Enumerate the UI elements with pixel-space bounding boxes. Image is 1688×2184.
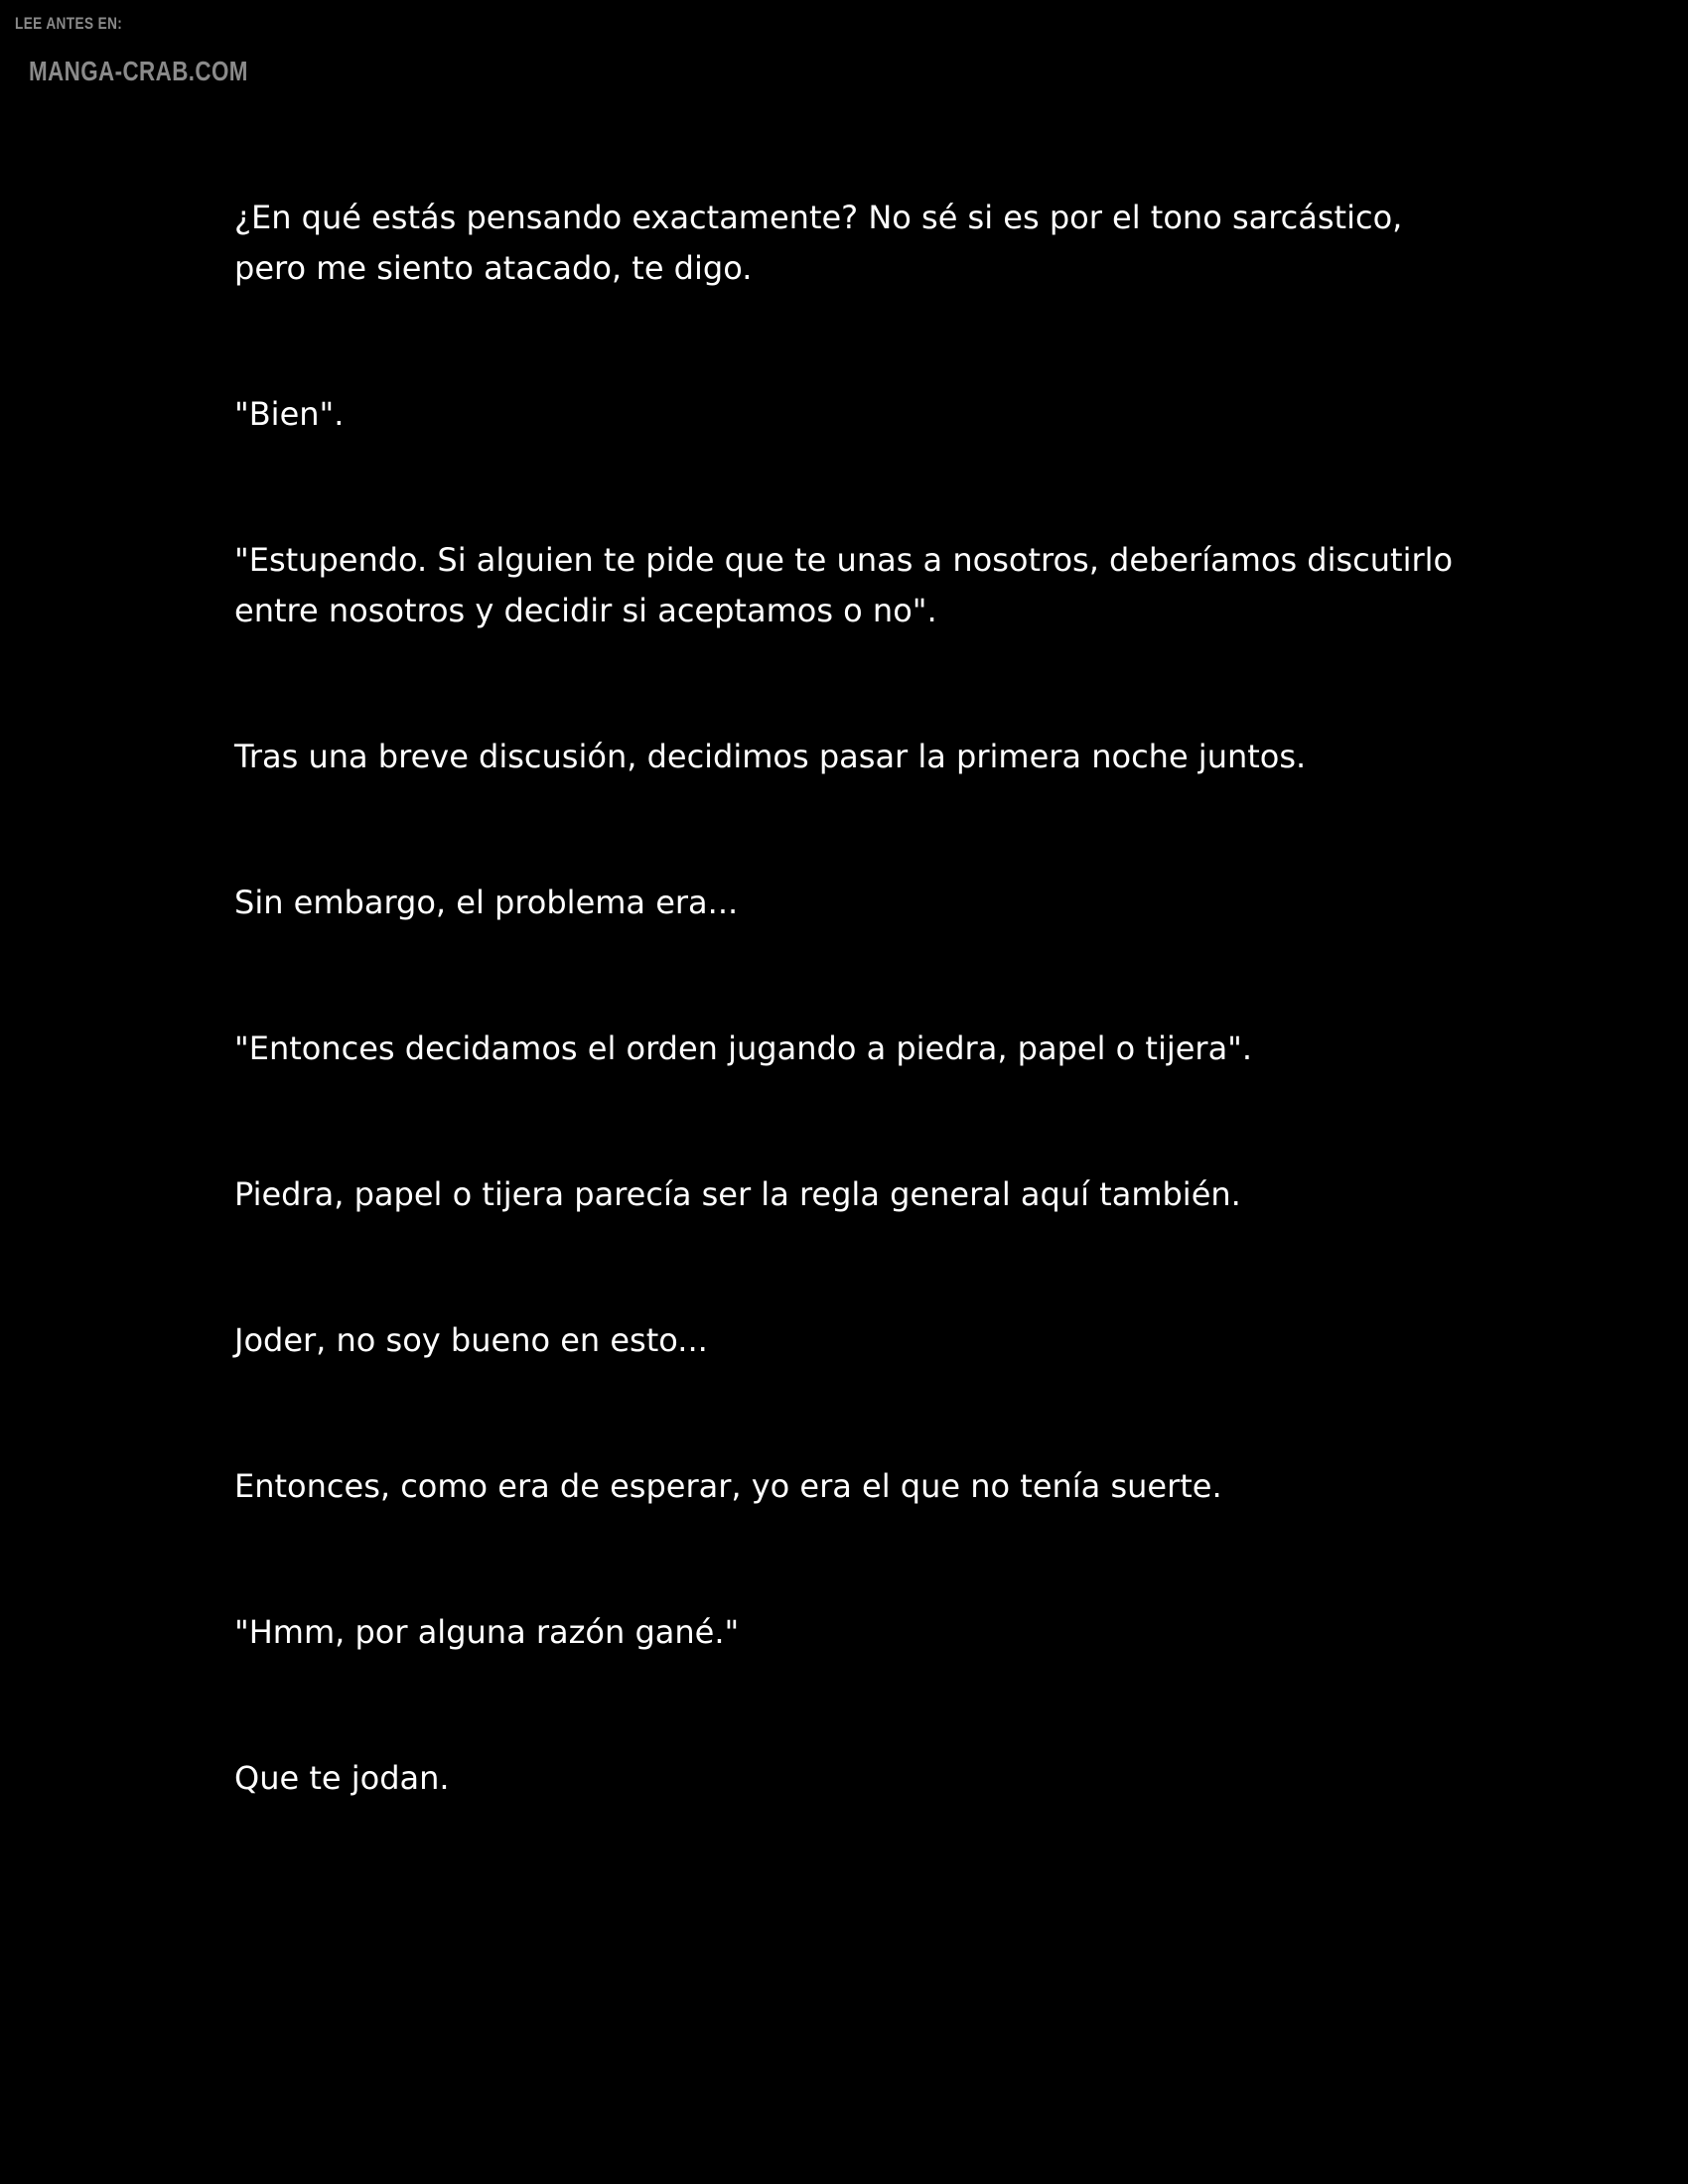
paragraph [234,1461,1525,1512]
text-line: Tras una breve discusión, decidimos pasar la primera noche juntos. [234,738,1307,775]
text-line: Sin embargo, el problema era... [234,884,739,921]
paragraph [234,193,1525,294]
paragraph [234,389,1525,440]
text-line: "Entonces decidamos el orden jugando a piedra, papel o tijera". [234,1029,1253,1067]
text-line: Joder, no soy bueno en esto... [234,1321,708,1359]
paragraph [234,732,1525,782]
paragraph [234,1607,1525,1658]
paragraph [234,1315,1525,1366]
text-line: entre nosotros y decidir si aceptamos o no". [234,592,937,629]
paragraph [234,878,1525,928]
text-line: Entonces, como era de esperar, yo era el que no tenía suerte. [234,1467,1222,1505]
paragraph [234,535,1525,636]
text-line: Que te jodan. [234,1759,450,1797]
text-line: "Hmm, por alguna razón gané." [234,1613,740,1651]
text-line: "Bien". [234,395,345,433]
watermark-site: MANGA-CRAB.COM [29,56,248,86]
paragraph [234,1753,1525,1804]
text-line: Piedra, papel o tijera parecía ser la regla general aquí también. [234,1175,1241,1213]
text-line: ¿En qué estás pensando exactamente? No sé si es por el tono sarcástico, [234,199,1403,236]
watermark [0,0,318,109]
text-line: pero me siento atacado, te digo. [234,249,753,287]
text-line: "Estupendo. Si alguien te pide que te unas a nosotros, deberíamos discutirlo [234,541,1454,579]
paragraph [234,1169,1525,1220]
story-text [234,193,1525,1804]
paragraph [234,1024,1525,1074]
watermark-label: LEE ANTES EN: [15,14,123,33]
